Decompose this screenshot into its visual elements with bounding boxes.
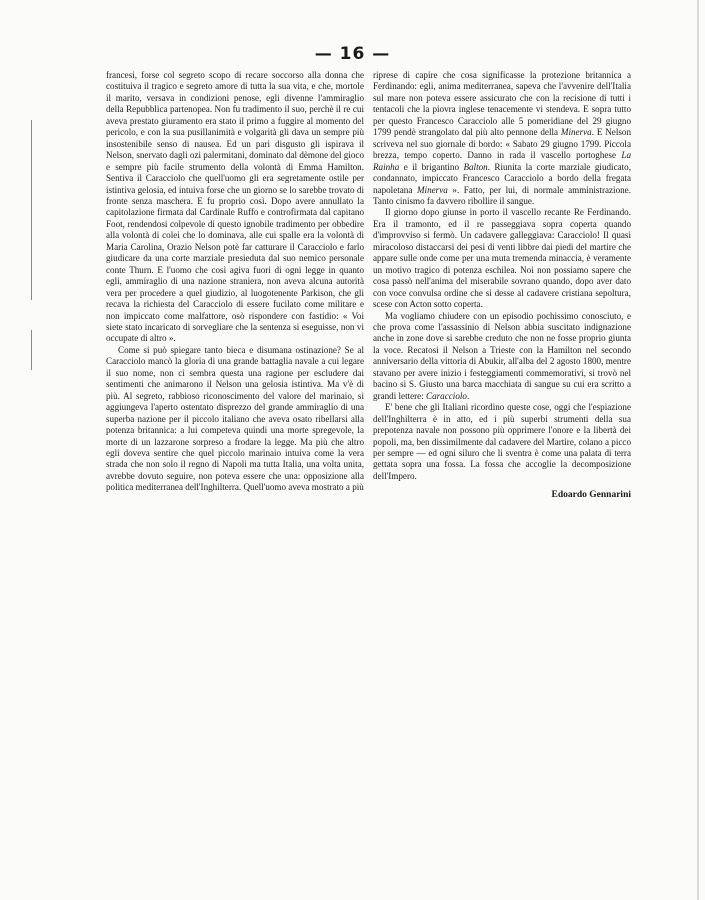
boat-inscription: Caracciolo <box>426 390 467 401</box>
ship-name-minerva: Minerva <box>560 127 592 138</box>
right-paragraph-1 <box>373 70 631 207</box>
page-number: — 16 — <box>314 44 391 64</box>
right-p1-text-e: ». Fatto, per lui, di normale amministrazione. Tanto cinismo fa davvero ribollire il sangue. <box>373 184 631 206</box>
ship-name-balton: Balton <box>463 161 488 172</box>
right-p1-text-c: e il brigantino <box>399 161 464 172</box>
ship-name-la-rainha: La Rainha <box>373 150 631 172</box>
left-margin-mark <box>31 120 32 300</box>
right-p3-text-a: Ma vogliamo chiudere con un episodio pochissimo conosciuto, e che prova come l'assassinio di Nelson abbia suscitato indignazione anche in zone dove si sarebbe creduto che non ne fosse proprio giunta la voce. Recatosi il Nelson a Trieste con la Hamilton nel secondo anniversario della vittoria di Abukir, all'alba del 2 agosto 1800, mentre stavano per avere inizio i festeggiamenti commemorativi, si trovò nel bacino si S. Giusto una barca macchiata di sangue su cui era scritto a grandi lettere: <box>373 310 631 401</box>
left-paragraph-2: Come si può spiegare tanto bieca e disumana ostinazione? Se al Caracciolo mancò la gloria di una grande battaglia navale a cui legare il suo nome, non ci sembra questa una ragione per escludere dai sentimenti che animarono il Nelson una gelosia istintiva. Ma v'è di più. Al segreto, rabbioso riconoscimento del valore del marinaio, si aggiungeva l'aperto ostentato disprezzo del grande ammiraglio di una superba nazione per il piccolo italiano che aveva osato ribellarsi alla potenza britannica: a lui competeva quindi una morte spregevole, la morte di un lazzarone sorpreso a frodare la legge. Ma più che altro egli doveva sentire che quel piccolo marinaio intuiva come la vera strada che non solo il regno di Napoli ma tutta Italia, una volta unita, avrebbe dovuto seguire, non poteva essere che una: opposizione alla politica mediterranea dell'Inghilterra. Quell'uomo aveva mostrato a più <box>106 344 364 493</box>
ship-name-minerva-2: Minerva <box>416 184 448 195</box>
right-page-edge <box>697 0 699 900</box>
right-column <box>373 70 631 502</box>
right-p1-text-a: riprese di capire che cosa significasse la protezione britannica a Ferdinando: egli, anima mediterranea, sapeva che l'avvenire dell'Italia sul mare non poteva essere assicurato che con la recisione di tutti i tentacoli che la piovra inglese tenacemente vi stendeva. E sopra tutto per questo Francesco Caracciolo alle 5 pomeridiane del 29 giugno 1799 pendè strangolato dal più alto pennone della <box>373 70 631 138</box>
right-paragraph-3 <box>373 311 631 403</box>
right-p3-text-b: . <box>466 390 470 401</box>
right-paragraph-4: E' bene che gli Italiani ricordino queste cose, oggi che l'espiazione dell'Inghilterra è in atto, ed i più superbi strumenti della sua prepotenza navale non possono più opprimere l'onore e la libertà dei popoli, ma, ben dissimilmente dal cadavere del Martire, colano a picco per sempre — ed ogni siluro che li sventra è come una palata di terra gettata sopra una fossa. La fossa che accoglie la decomposizione dell'Impero. <box>373 402 631 481</box>
author-signature: Edoardo Gennarini <box>551 490 631 501</box>
left-column <box>106 70 364 494</box>
right-p1-text-b: . E Nelson scriveva nel suo giornale di bordo: « Sabato 29 giugno 1799. Piccola brezza, tempo coperto. Danno in rada il vascello portoghese <box>373 127 631 161</box>
left-margin-mark-lower <box>31 330 32 370</box>
left-paragraph-1: francesi, forse col segreto scopo di recare soccorso alla donna che costituiva il tragico e segreto amore di tutta la sua vita, e che, mortole il marito, versava in condizioni penose, egli divenne l'ammiraglio della Repubblica partenopea. Non fu tradimento il suo, perchè il re cui aveva prestato giuramento era stato il primo a fuggire al momento del pericolo, e con la sua pusillanimità e volgarità gli dava un sempre più insostenibile senso di nausea. Ed un pari disgusto gli ispirava il Nelson, snervato dagli ozi palermitani, dominato dal dèmone del gioco e sempre più facile strumento della volontà di Emma Hamilton. Sentiva il Caracciolo che quell'uomo gli era segretamente ostile per istintiva gelosia, ed intuiva forse che un giorno se lo sarebbe trovato di fronte senza maschera. E fu proprio così. Dopo avere annullato la capitolazione firmata dal Cardinale Ruffo e controfirmata dal capitano Foot, rendendosi colpevole di questo ignobile tradimento per obbedire alla volontà di colei che lo dominava, alle cui spalle era la volontà di Maria Carolina, Orazio Nelson potè far catturare il Caracciolo e farlo giudicare da una corte marziale presieduta dal suo nemico personale conte Thurn. E l'uomo che così agiva fuori di ogni legge in quanto egli, ammiraglio di una nazione straniera, non aveva alcuna autorità vera per procedere a quel giudizio, al luogotenente Parkison, che gli recava la richiesta del Caracciolo di essere fucilato come militare e non impiccato come malfattore, osò rispondere con fastidio: « Voi siete stato incaricato di sorvegliare che la sentenza si eseguisse, non vi occupate di altro ». <box>106 70 364 344</box>
right-p1-text-d: . Riunita la corte marziale giudicato, condannato, impiccato Francesco Caracciolo a bordo della fregata napoletana <box>373 161 631 195</box>
right-paragraph-2: Il giorno dopo giunse in porto il vascello recante Re Ferdinando. Era il tramonto, ed il re passeggiava sopra coperta quando d'improvviso si fermò. Un cadavere galleggiava: Caracciolo! Il quasi miracoloso distaccarsi dei pesi di venti libbre dai piedi del martire che appare sulle onde come per una muta tremenda minaccia, è veramente un motivo tragico di potenza eschilea. Noi non possiamo sapere che cosa passò nell'anima del miserabile sovrano quando, dopo aver dato con voce convulsa ordine che si desse al cadavere cristiana sepoltura, scese con Acton sotto coperta. <box>373 207 631 310</box>
